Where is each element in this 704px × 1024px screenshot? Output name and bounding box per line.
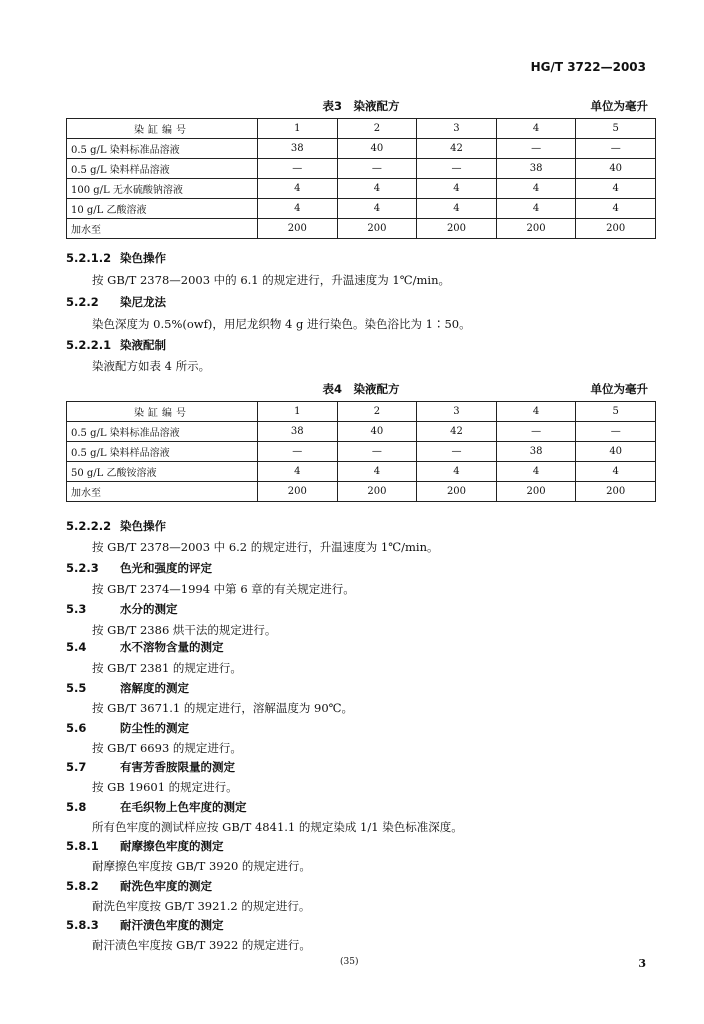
table-header-label: 染缸编号: [67, 402, 258, 422]
table-row: [67, 482, 656, 502]
section-5-7-text: 按 GB 19601 的规定进行。: [92, 780, 238, 794]
table-cell: 200: [496, 219, 576, 239]
table-cell: —: [576, 422, 656, 442]
section-number: 5.4: [66, 640, 87, 654]
section-number: 5.2.1.2: [66, 251, 112, 265]
section-5-7-heading: [66, 759, 235, 775]
table4-unit: 单位为毫升: [590, 382, 648, 396]
section-title: 染尼龙法: [120, 295, 166, 309]
table-cell: 200: [258, 219, 338, 239]
table-cell: 200: [337, 219, 417, 239]
row-label: 加水至: [67, 482, 258, 502]
table-cell: 200: [496, 482, 576, 502]
table-row: [67, 179, 656, 199]
table-cell: —: [337, 442, 417, 462]
table-cell: 42: [417, 422, 497, 442]
section-number: 5.8.1: [66, 839, 99, 853]
section-5-2-1-2-text: 按 GB/T 2378—2003 中的 6.1 的规定进行，升温速度为 1℃/min。: [92, 273, 450, 287]
table3-caption: [66, 98, 656, 114]
table-header-cell: 1: [258, 402, 338, 422]
table-header-cell: 5: [576, 119, 656, 139]
table-cell: 40: [337, 139, 417, 159]
footer-page-number: 3: [638, 957, 646, 970]
table-cell: 4: [576, 462, 656, 482]
section-title: 有害芳香胺限量的测定: [120, 760, 235, 774]
table-row: [67, 462, 656, 482]
table-header-cell: 4: [496, 119, 576, 139]
table-cell: 4: [576, 179, 656, 199]
section-number: 5.8.2: [66, 879, 99, 893]
table-cell: —: [576, 139, 656, 159]
table-cell: —: [496, 139, 576, 159]
section-5-4-heading: [66, 639, 224, 655]
section-5-4-text: 按 GB/T 2381 的规定进行。: [92, 661, 242, 675]
section-title: 染色操作: [120, 519, 166, 533]
table-header-cell: 5: [576, 402, 656, 422]
section-number: 5.5: [66, 681, 87, 695]
table4: [66, 401, 656, 502]
row-label: 50 g/L 乙酸铵溶液: [67, 462, 258, 482]
table-cell: —: [258, 442, 338, 462]
table-cell: 40: [576, 442, 656, 462]
table-row: [67, 159, 656, 179]
table-cell: 42: [417, 139, 497, 159]
section-5-2-2-text: 染色深度为 0.5%(owf)，用尼龙织物 4 g 进行染色。染色浴比为 1∶50。: [92, 317, 471, 331]
table-row: [67, 199, 656, 219]
row-label: 0.5 g/L 染料样品溶液: [67, 159, 258, 179]
table-cell: 38: [496, 159, 576, 179]
table-header-cell: 1: [258, 119, 338, 139]
table-header-row: [67, 402, 656, 422]
table-cell: —: [417, 159, 497, 179]
table-cell: —: [496, 422, 576, 442]
table4-caption: [66, 381, 656, 397]
section-5-8-2-text: 耐洗色牢度按 GB/T 3921.2 的规定进行。: [92, 899, 311, 913]
table-row: [67, 219, 656, 239]
table-cell: 4: [337, 462, 417, 482]
section-5-2-3-heading: [66, 560, 212, 576]
section-5-5-heading: [66, 680, 189, 696]
table-cell: 4: [258, 199, 338, 219]
table-cell: 4: [496, 179, 576, 199]
table-cell: —: [417, 442, 497, 462]
table-cell: 200: [417, 219, 497, 239]
section-title: 溶解度的测定: [120, 681, 189, 695]
row-label: 100 g/L 无水硫酸钠溶液: [67, 179, 258, 199]
table-cell: 200: [417, 482, 497, 502]
table3-title: 表3 染液配方: [322, 99, 400, 113]
standard-code: HG/T 3722—2003: [530, 60, 646, 74]
section-5-6-text: 按 GB/T 6693 的规定进行。: [92, 741, 242, 755]
section-5-8-heading: [66, 799, 247, 815]
table-cell: 4: [337, 179, 417, 199]
section-number: 5.2.2.1: [66, 338, 112, 352]
table-cell: —: [258, 159, 338, 179]
table-cell: 4: [417, 199, 497, 219]
table-cell: 4: [496, 199, 576, 219]
table-cell: 4: [417, 179, 497, 199]
section-number: 5.7: [66, 760, 87, 774]
section-5-8-1-heading: [66, 838, 224, 854]
table-cell: 200: [576, 482, 656, 502]
row-label: 0.5 g/L 染料标准品溶液: [67, 139, 258, 159]
section-5-3-heading: [66, 601, 178, 617]
table-header-cell: 3: [417, 119, 497, 139]
table-cell: 4: [496, 462, 576, 482]
section-5-2-3-text: 按 GB/T 2374—1994 中第 6 章的有关规定进行。: [92, 582, 355, 596]
section-5-8-3-heading: [66, 917, 224, 933]
section-number: 5.2.2.2: [66, 519, 112, 533]
footer-page-label: (35): [340, 957, 359, 967]
row-label: 0.5 g/L 染料标准品溶液: [67, 422, 258, 442]
table4-title: 表4 染液配方: [322, 382, 400, 396]
section-title: 染液配制: [120, 338, 166, 352]
section-title: 在毛织物上色牢度的测定: [120, 800, 247, 814]
table-header-cell: 4: [496, 402, 576, 422]
section-title: 染色操作: [120, 251, 166, 265]
section-5-3-text: 按 GB/T 2386 烘干法的规定进行。: [92, 623, 277, 637]
section-5-2-2-heading: [66, 294, 166, 310]
table-cell: 40: [337, 422, 417, 442]
section-number: 5.8: [66, 800, 87, 814]
table-row: [67, 139, 656, 159]
table-cell: 38: [258, 139, 338, 159]
table-cell: —: [337, 159, 417, 179]
table-cell: 4: [258, 462, 338, 482]
table-cell: 200: [258, 482, 338, 502]
section-5-2-2-2-heading: [66, 518, 166, 534]
table-row: [67, 422, 656, 442]
table-cell: 40: [576, 159, 656, 179]
row-label: 10 g/L 乙酸溶液: [67, 199, 258, 219]
section-title: 水不溶物含量的测定: [120, 640, 224, 654]
section-number: 5.2.3: [66, 561, 99, 575]
table-row: [67, 442, 656, 462]
section-number: 5.8.3: [66, 918, 99, 932]
section-5-2-1-2-heading: [66, 250, 166, 266]
table-header-row: [67, 119, 656, 139]
section-5-8-1-text: 耐摩擦色牢度按 GB/T 3920 的规定进行。: [92, 859, 311, 873]
section-title: 防尘性的测定: [120, 721, 189, 735]
table-cell: 4: [337, 199, 417, 219]
section-title: 水分的测定: [120, 602, 178, 616]
table-cell: 38: [258, 422, 338, 442]
section-number: 5.3: [66, 602, 87, 616]
section-5-8-text: 所有色牢度的测试样应按 GB/T 4841.1 的规定染成 1/1 染色标准深度。: [92, 820, 463, 834]
row-label: 0.5 g/L 染料样品溶液: [67, 442, 258, 462]
section-title: 耐汗渍色牢度的测定: [120, 918, 224, 932]
table3-unit: 单位为毫升: [590, 99, 648, 113]
table-header-cell: 2: [337, 119, 417, 139]
table-cell: 4: [417, 462, 497, 482]
table-cell: 200: [337, 482, 417, 502]
section-5-2-2-2-text: 按 GB/T 2378—2003 中 6.2 的规定进行，升温速度为 1℃/min。: [92, 540, 439, 554]
table-header-cell: 2: [337, 402, 417, 422]
table-header-label: 染缸编号: [67, 119, 258, 139]
section-title: 耐洗色牢度的测定: [120, 879, 212, 893]
section-number: 5.2.2: [66, 295, 99, 309]
section-number: 5.6: [66, 721, 87, 735]
table3: [66, 118, 656, 239]
table-header-cell: 3: [417, 402, 497, 422]
section-title: 色光和强度的评定: [120, 561, 212, 575]
section-5-6-heading: [66, 720, 189, 736]
row-label: 加水至: [67, 219, 258, 239]
section-title: 耐摩擦色牢度的测定: [120, 839, 224, 853]
section-5-5-text: 按 GB/T 3671.1 的规定进行，溶解温度为 90℃。: [92, 701, 354, 715]
table-cell: 200: [576, 219, 656, 239]
table-cell: 38: [496, 442, 576, 462]
section-5-2-2-1-text: 染液配方如表 4 所示。: [92, 359, 211, 373]
section-5-8-3-text: 耐汗渍色牢度按 GB/T 3922 的规定进行。: [92, 938, 311, 952]
table-cell: 4: [258, 179, 338, 199]
section-5-2-2-1-heading: [66, 337, 166, 353]
section-5-8-2-heading: [66, 878, 212, 894]
table-cell: 4: [576, 199, 656, 219]
